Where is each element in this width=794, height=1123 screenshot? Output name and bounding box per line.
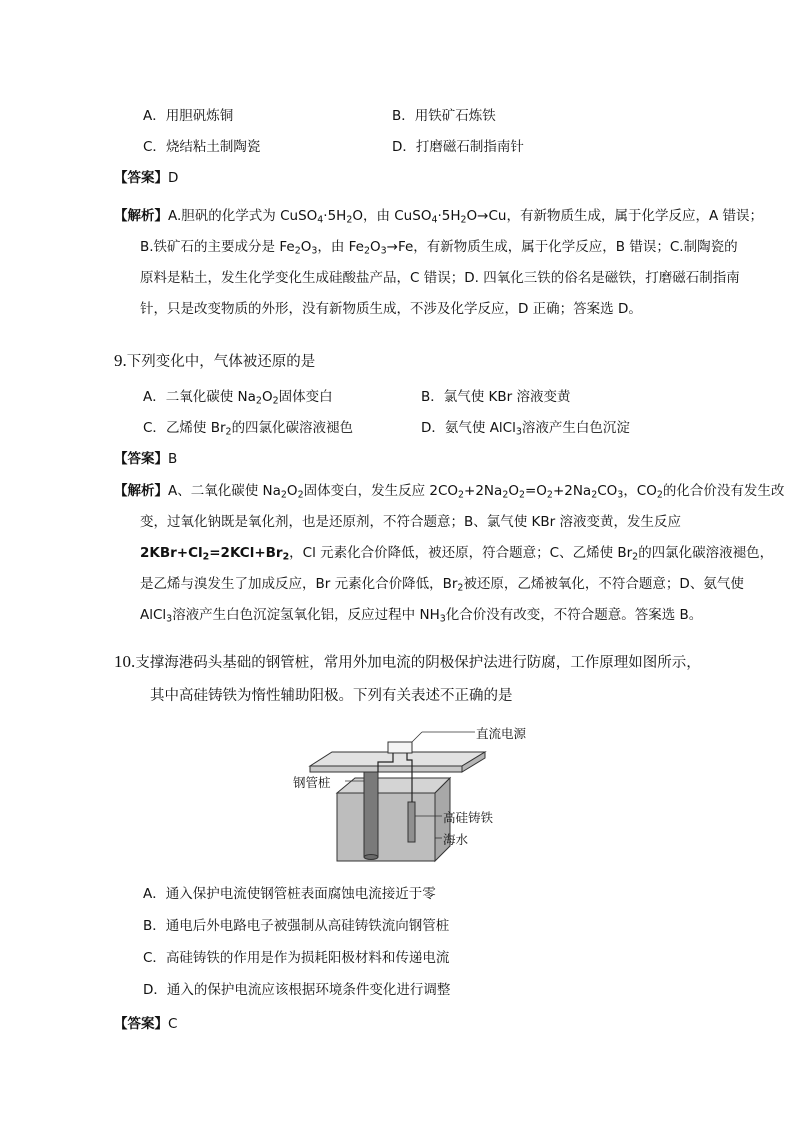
option-letter: B． — [392, 108, 415, 124]
q10-option-d: D．通入的保护电流应该根据环境条件变化进行调整 — [143, 982, 451, 998]
q9-option-c: C．乙烯使 $Br_2$的四氯化碳溶液褪色 — [143, 420, 354, 438]
label-silicon-iron: 高硅铸铁 — [443, 810, 494, 825]
leader-line-source — [412, 732, 422, 742]
q8-option-d — [392, 135, 524, 155]
q8-option-b — [392, 104, 496, 124]
answer-label: 【答案】 — [114, 170, 168, 186]
q9-exp-line-2: 变，过氧化钠既是氧化剂，也是还原剂，不符合题意；B、氯气使 KBr 溶液变黄，发生反应 — [140, 514, 682, 530]
option-text: 用铁矿石炼铁 — [414, 108, 496, 124]
answer-value: D — [168, 170, 179, 186]
q9-exp-line-4: 是乙烯与溴发生了加成反应，Br 元素化合价降低，$Br_2$被还原，乙烯被氧化，不符合题意；D、氨气使 — [140, 576, 744, 594]
label-steel-pile: 钢管桩 — [293, 775, 331, 790]
q10-answer — [114, 1012, 177, 1032]
question-text: 支撑海港码头基础的钢管桩，常用外加电流的阴极保护法进行防腐，工作原理如图所示， — [135, 655, 701, 671]
q9-stem — [114, 350, 315, 371]
silicon-iron-anode — [408, 802, 415, 842]
q9-option-b: B．氯气使 KBr 溶液变黄 — [421, 389, 571, 405]
q9-exp-line-5: AlCl$_3$溶液产生白色沉淀氢氧化铝，反应过程中 $NH_3$化合价没有改变，不符合题意。答案选 B。 — [140, 607, 703, 625]
option-text: 打磨磁石制指南针 — [415, 139, 524, 155]
q10-stem-line-2: 其中高硅铸铁为惰性辅助阳极。下列有关表述不正确的是 — [150, 688, 513, 704]
dc-power-source — [388, 742, 412, 753]
question-text: 下列变化中，气体被还原的是 — [126, 354, 316, 370]
q10-option-c: C．高硅铸铁的作用是作为损耗阳极材料和传递电流 — [143, 950, 450, 966]
label-sea-water: 海水 — [443, 832, 469, 847]
q8-exp-line-1: 【解析】A.胆矾的化学式为 $CuSO_4\cdot 5H_2O$，由 $CuSO_4\cdot 5H_2O\to Cu$，有新物质生成，属于化学反应，A 错误； — [114, 208, 763, 226]
option-text: 烧结粘土制陶瓷 — [165, 139, 261, 155]
q8-answer — [114, 166, 178, 186]
sea-water-tank — [337, 793, 435, 861]
q10-option-a: A．通入保护电流使钢管桩表面腐蚀电流接近于零 — [143, 886, 436, 902]
q9-option-a: A．二氧化碳使 $Na_2O_2$固体变白 — [143, 389, 333, 407]
q8-option-c — [143, 135, 260, 155]
q9-answer — [114, 447, 177, 467]
answer-label: 【答案】 — [114, 451, 168, 467]
dock-board-edge — [310, 766, 462, 772]
label-dc-source: 直流电源 — [476, 726, 527, 741]
answer-value: B — [168, 451, 178, 467]
question-number: 10. — [114, 652, 136, 671]
tank-top — [337, 778, 450, 793]
q8-option-a — [143, 104, 233, 124]
steel-pile-base — [364, 855, 378, 860]
q10-stem-line-1 — [114, 651, 701, 672]
q8-exp-line-3: 原料是粘土，发生化学变化生成硅酸盐产品，C 错误；D. 四氧化三铁的俗名是磁铁，打磨磁石制指南 — [140, 270, 740, 286]
question-number: 9. — [114, 351, 127, 370]
answer-label: 【答案】 — [114, 1016, 168, 1032]
steel-pile — [364, 772, 378, 857]
option-text: 用胆矾炼铜 — [165, 108, 234, 124]
q8-exp-line-4: 针，只是改变物质的外形，没有新物质生成，不涉及化学反应，D 正确；答案选 D。 — [140, 301, 642, 317]
q9-exp-line-3: $2KBr+Cl_2=2KCl+Br_2$，Cl 元素化合价降低，被还原，符合题意；C、乙烯使 $Br_2$的四氯化碳溶液褪色， — [140, 545, 774, 563]
explanation-label: 【解析】 — [114, 483, 168, 499]
option-letter: A． — [143, 108, 166, 124]
dock-board — [310, 752, 485, 766]
q9-exp-line-1: 【解析】A、二氧化碳使 $Na_2O_2$固体变白，发生反应 $2CO_2+2Na_2O_2=O_2+2Na_2CO_3$，$CO_2$的化合价没有发生改 — [114, 483, 785, 501]
answer-value: C — [168, 1016, 178, 1032]
explanation-label: 【解析】 — [114, 208, 168, 224]
q9-option-d: D．氨气使 AlCl$_3$溶液产生白色沉淀 — [421, 420, 630, 438]
option-letter: D． — [392, 139, 416, 155]
option-letter: C． — [143, 139, 166, 155]
q8-exp-line-2: B.铁矿石的主要成分是 $Fe_2O_3$，由 $Fe_2O_3\to Fe$，有新物质生成，属于化学反应，B 错误；C.制陶瓷的 — [140, 239, 738, 257]
q10-option-b: B．通电后外电路电子被强制从高硅铸铁流向钢管桩 — [143, 918, 450, 934]
